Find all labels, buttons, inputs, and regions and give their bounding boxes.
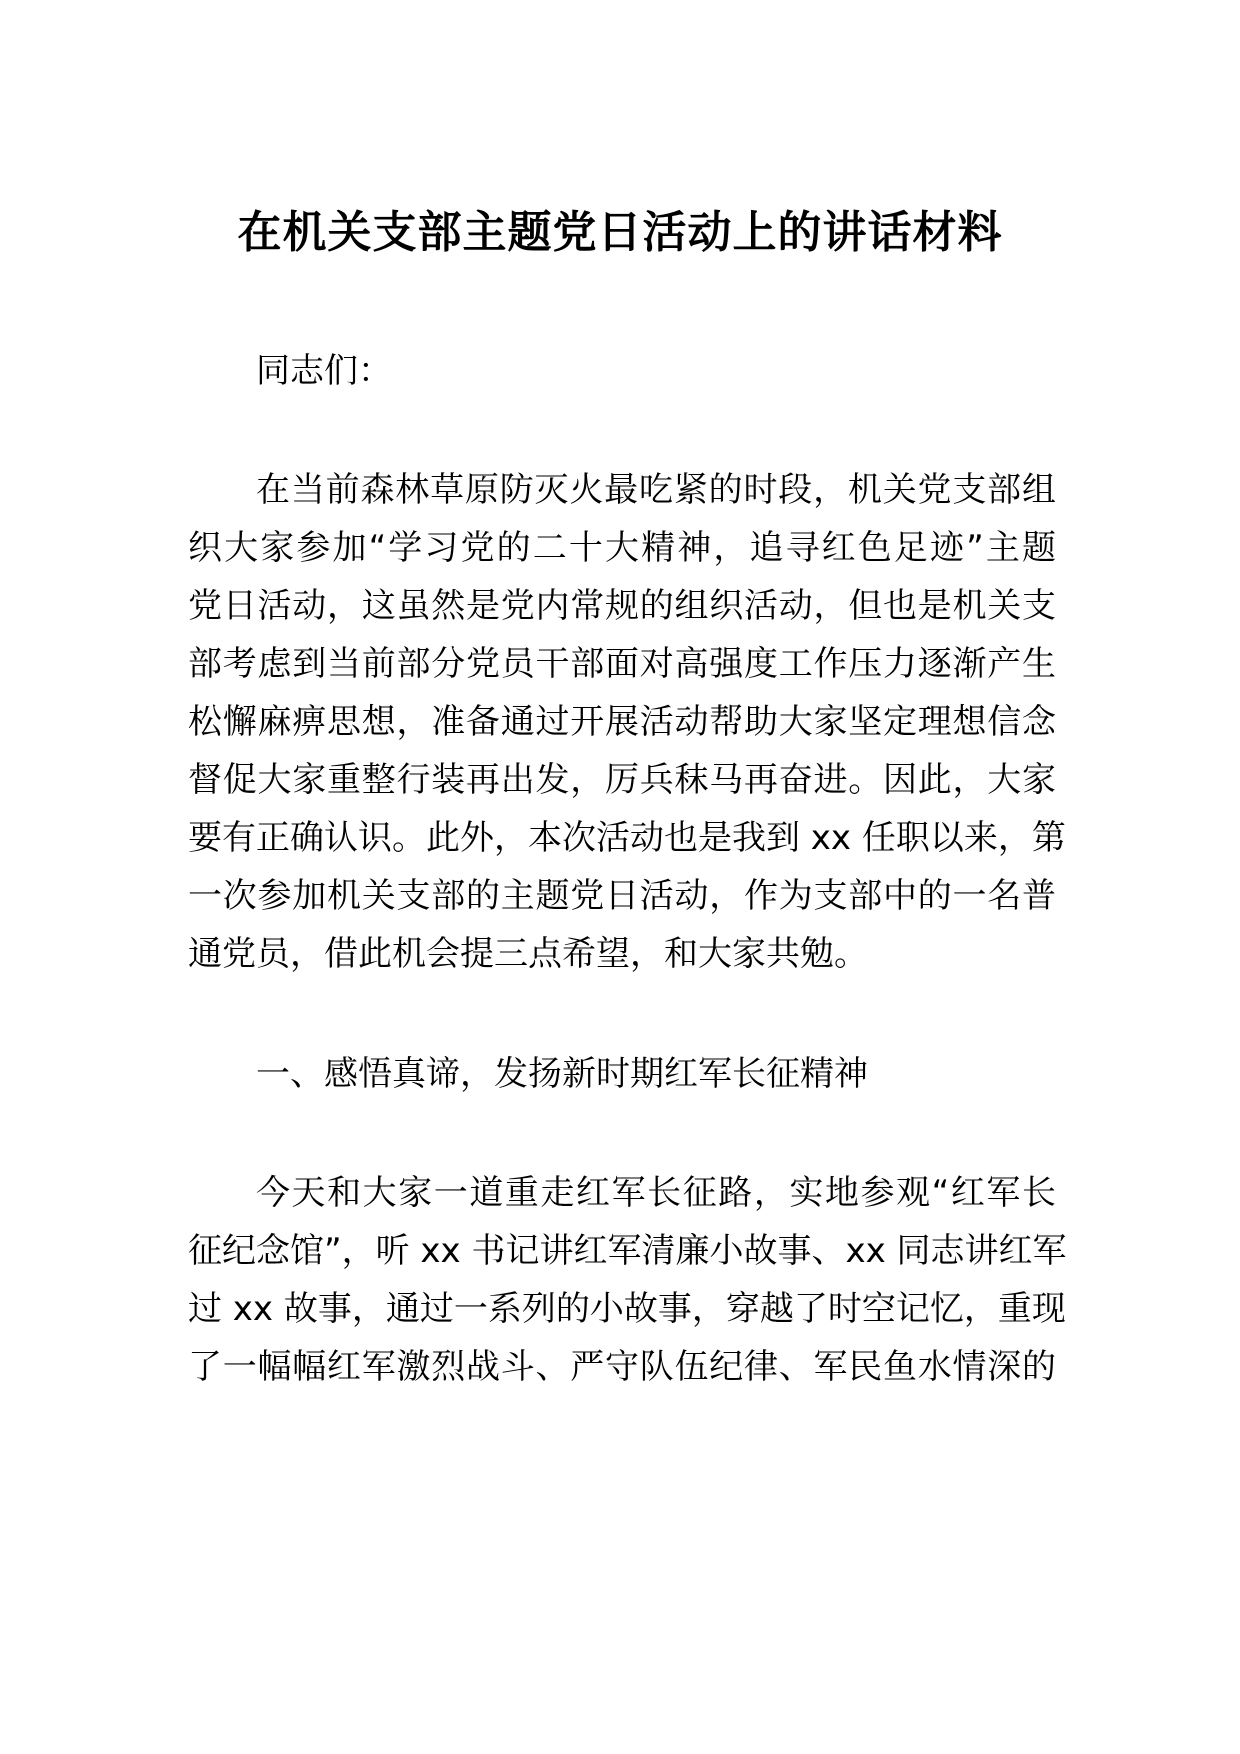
- paragraph-2-line-1: 今天和大家一道重走红军长征路，实地参观“红军长: [256, 1173, 1056, 1213]
- section-heading-1: 一、感悟真谛，发扬新时期红军长征精神: [256, 1054, 868, 1094]
- paragraph-2-line-4: 了一幅幅红军激烈战斗、严守队伍纪律、军民鱼水情深的: [188, 1347, 1056, 1387]
- paragraph-2-line-2: 征纪念馆”，听 xx 书记讲红军清廉小故事、xx 同志讲红军: [188, 1231, 1067, 1271]
- paragraph-2-line-3: 过 xx 故事，通过一系列的小故事，穿越了时空记忆，重现: [188, 1289, 1066, 1329]
- paragraph-1-line-8: 一次参加机关支部的主题党日活动，作为支部中的一名普: [188, 876, 1056, 916]
- salutation: 同志们：: [256, 351, 392, 391]
- paragraph-1-line-3: 党日活动，这虽然是党内常规的组织活动，但也是机关支: [188, 586, 1056, 626]
- paragraph-1-line-9: 通党员，借此机会提三点希望，和大家共勉。: [188, 934, 868, 974]
- paragraph-1-line-1: 在当前森林草原防灭火最吃紧的时段，机关党支部组: [256, 470, 1056, 510]
- paragraph-1-line-6: 督促大家重整行装再出发，厉兵秣马再奋进。因此，大家: [188, 760, 1056, 800]
- paragraph-1-line-4: 部考虑到当前部分党员干部面对高强度工作压力逐渐产生: [188, 644, 1056, 684]
- paragraph-1-line-2: 织大家参加“学习党的二十大精神，追寻红色足迹”主题: [188, 528, 1056, 568]
- document-title: 在机关支部主题党日活动上的讲话材料: [237, 207, 1003, 258]
- paragraph-1-line-7: 要有正确认识。此外，本次活动也是我到 xx 任职以来，第: [188, 818, 1066, 858]
- paragraph-1-line-5: 松懈麻痹思想，准备通过开展活动帮助大家坚定理想信念: [188, 702, 1056, 742]
